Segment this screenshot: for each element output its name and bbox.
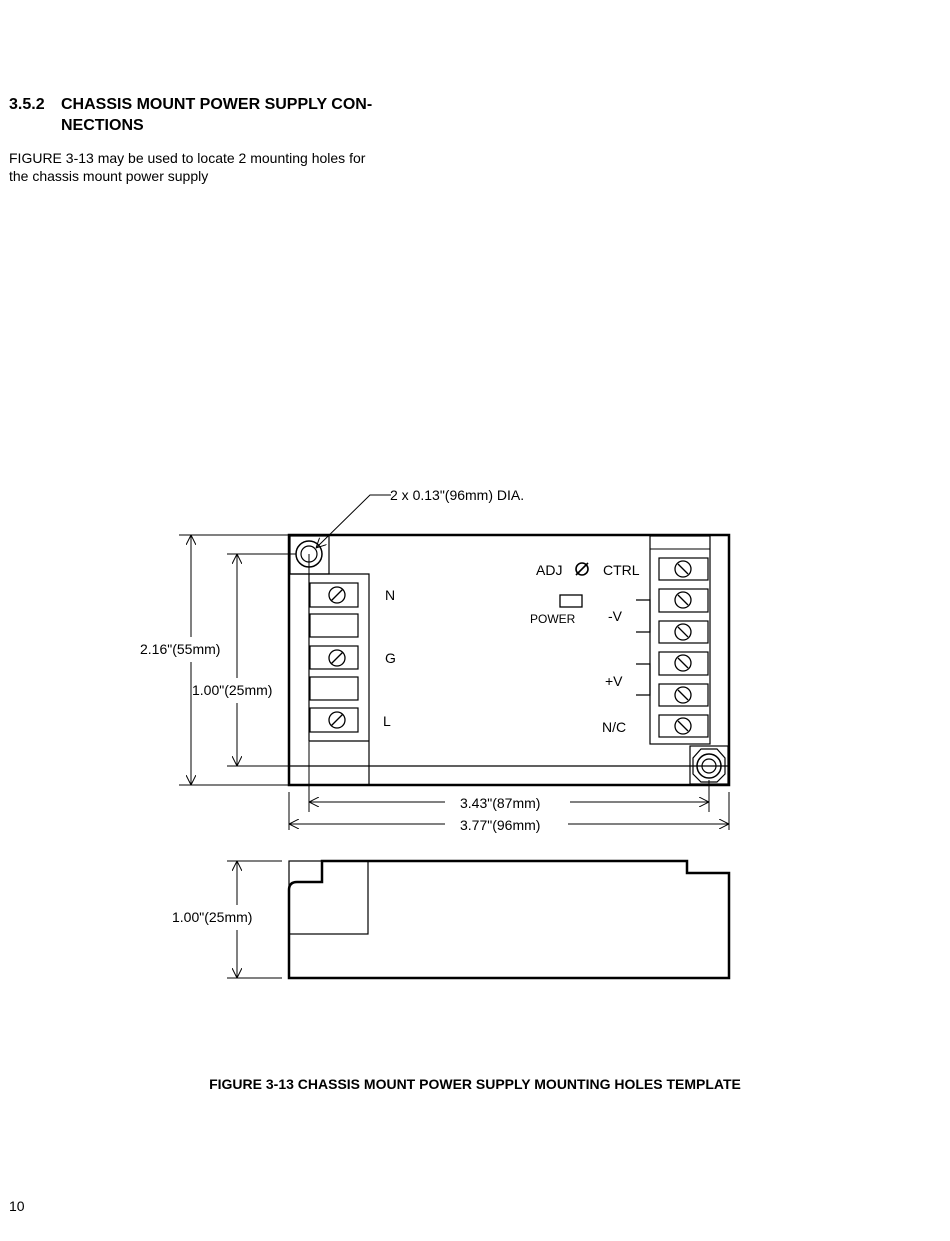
hole-callout-label: 2 x 0.13"(96mm) DIA. — [390, 487, 525, 503]
label-g: G — [385, 650, 396, 666]
top-view — [289, 535, 729, 812]
side-view-terminal-block — [289, 861, 368, 934]
terminal-blank-1 — [310, 614, 358, 637]
power-led-icon — [560, 595, 582, 607]
label-plus-v: +V — [605, 673, 623, 689]
label-adj: ADJ — [536, 562, 563, 578]
label-n: N — [385, 587, 396, 603]
section-number: 3.5.2 — [9, 96, 45, 113]
terminal-screw-icons-input — [329, 587, 345, 728]
intro-line1: FIGURE 3-13 may be used to locate 2 mounting holes for — [9, 150, 366, 166]
dimension-lines — [179, 495, 729, 978]
label-power: POWER — [530, 612, 576, 626]
dim-width-total-label: 3.77"(96mm) — [460, 817, 541, 833]
label-minus-v: -V — [608, 608, 622, 624]
page-number: 10 — [9, 1198, 25, 1214]
intro-line2: the chassis mount power supply — [9, 168, 209, 184]
dim-height-holes-label: 1.00"(25mm) — [192, 682, 273, 698]
label-nc: N/C — [602, 719, 627, 735]
dim-side-height-label: 1.00"(25mm) — [172, 909, 253, 925]
dim-height-total-label: 2.16"(55mm) — [140, 641, 221, 657]
drawing-labels — [140, 487, 640, 925]
label-l: L — [383, 713, 391, 729]
adj-potentiometer-icon — [576, 563, 588, 575]
section-title-line1: CHASSIS MOUNT POWER SUPPLY CON- — [61, 96, 373, 113]
terminal-screw-icons-output — [675, 561, 691, 734]
input-terminal-block — [290, 574, 369, 785]
terminal-blank-2 — [310, 677, 358, 700]
label-ctrl: CTRL — [603, 562, 640, 578]
terminal-l — [310, 708, 358, 732]
side-view — [289, 861, 729, 978]
chassis-outline — [289, 535, 729, 785]
dim-width-holes-label: 3.43"(87mm) — [460, 795, 541, 811]
minus-v-bracket — [636, 600, 650, 632]
plus-v-bracket — [636, 664, 650, 695]
side-view-outline — [289, 861, 729, 978]
section-title-line2: NECTIONS — [61, 117, 144, 134]
figure-caption: FIGURE 3-13 CHASSIS MOUNT POWER SUPPLY MOUNTING HOLES TEMPLATE — [209, 1076, 741, 1092]
hole-callout-leader — [316, 495, 391, 548]
terminal-n — [310, 583, 358, 607]
